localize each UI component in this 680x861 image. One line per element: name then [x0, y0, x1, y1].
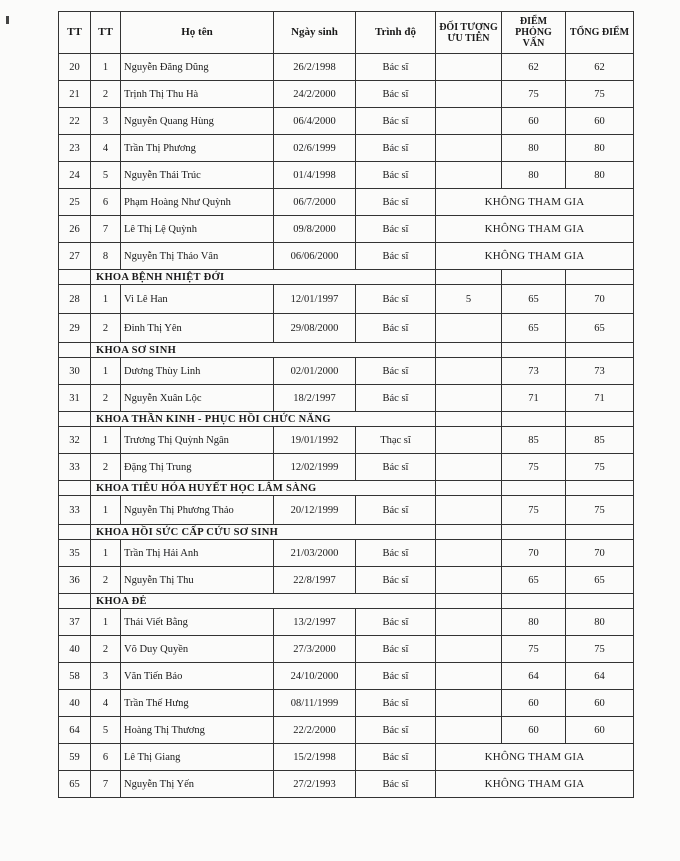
table-row	[59, 314, 634, 343]
table-row	[59, 285, 634, 314]
cell-interview: 62	[502, 54, 566, 81]
cell-interview: 80	[502, 135, 566, 162]
cell-tt2: 5	[91, 717, 121, 744]
table-row	[59, 567, 634, 594]
header-level: Trình độ	[356, 12, 436, 54]
cell-interview: 60	[502, 717, 566, 744]
cell-tt2: 6	[91, 744, 121, 771]
section-title: KHOA HỒI SỨC CẤP CỨU SƠ SINH	[91, 525, 436, 540]
table-row	[59, 717, 634, 744]
table-row	[59, 216, 634, 243]
section-empty	[436, 412, 502, 427]
cell-level: Bác sĩ	[356, 771, 436, 798]
cell-name: Thái Viết Bằng	[121, 609, 274, 636]
section-empty	[502, 412, 566, 427]
cell-total: 75	[566, 81, 634, 108]
section-empty	[566, 343, 634, 358]
section-empty	[436, 525, 502, 540]
cell-level: Bác sĩ	[356, 135, 436, 162]
section-empty	[502, 594, 566, 609]
cell-name: Trần Thế Hưng	[121, 690, 274, 717]
cell-interview: 80	[502, 162, 566, 189]
cell-total: 80	[566, 609, 634, 636]
cell-name: Nguyễn Thị Thu	[121, 567, 274, 594]
section-blank	[59, 594, 91, 609]
section-empty	[566, 594, 634, 609]
cell-level: Bác sĩ	[356, 567, 436, 594]
cell-priority	[436, 108, 502, 135]
table-row	[59, 243, 634, 270]
cell-total: 80	[566, 135, 634, 162]
cell-dob: 24/10/2000	[274, 663, 356, 690]
cell-level: Bác sĩ	[356, 454, 436, 481]
section-blank	[59, 481, 91, 496]
cell-total: 62	[566, 54, 634, 81]
cell-tt: 58	[59, 663, 91, 690]
cell-dob: 12/02/1999	[274, 454, 356, 481]
cell-tt2: 8	[91, 243, 121, 270]
cell-tt2: 4	[91, 690, 121, 717]
header-interview: ĐIỂM PHỎNG VẤN	[502, 12, 566, 54]
cell-interview: 70	[502, 540, 566, 567]
cell-tt2: 1	[91, 609, 121, 636]
section-empty	[566, 525, 634, 540]
cell-tt: 25	[59, 189, 91, 216]
section-empty	[502, 343, 566, 358]
cell-tt2: 3	[91, 663, 121, 690]
header-dob: Ngày sinh	[274, 12, 356, 54]
section-row	[59, 412, 634, 427]
section-title: KHOA SƠ SINH	[91, 343, 436, 358]
section-empty	[436, 270, 502, 285]
cell-tt: 26	[59, 216, 91, 243]
cell-level: Bác sĩ	[356, 108, 436, 135]
section-row	[59, 525, 634, 540]
table-row	[59, 663, 634, 690]
cell-tt2: 1	[91, 285, 121, 314]
table-row	[59, 427, 634, 454]
cell-interview: 75	[502, 81, 566, 108]
cell-dob: 15/2/1998	[274, 744, 356, 771]
table-row	[59, 108, 634, 135]
cell-interview: 71	[502, 385, 566, 412]
cell-tt: 23	[59, 135, 91, 162]
cell-tt: 24	[59, 162, 91, 189]
cell-total: 64	[566, 663, 634, 690]
section-empty	[502, 481, 566, 496]
cell-priority	[436, 540, 502, 567]
cell-dob: 12/01/1997	[274, 285, 356, 314]
cell-interview: 80	[502, 609, 566, 636]
cell-priority	[436, 690, 502, 717]
cell-tt2: 1	[91, 540, 121, 567]
cell-priority: 5	[436, 285, 502, 314]
section-title: KHOA BỆNH NHIỆT ĐỚI	[91, 270, 436, 285]
cell-tt2: 3	[91, 108, 121, 135]
cell-note: KHÔNG THAM GIA	[436, 216, 634, 243]
cell-tt: 59	[59, 744, 91, 771]
cell-total: 65	[566, 567, 634, 594]
cell-level: Bác sĩ	[356, 314, 436, 343]
table-row	[59, 540, 634, 567]
cell-dob: 27/3/2000	[274, 636, 356, 663]
cell-dob: 22/8/1997	[274, 567, 356, 594]
table-row	[59, 135, 634, 162]
cell-priority	[436, 314, 502, 343]
cell-name: Nguyễn Đăng Dũng	[121, 54, 274, 81]
table-row	[59, 496, 634, 525]
cell-dob: 06/4/2000	[274, 108, 356, 135]
cell-name: Nguyễn Thị Phương Thảo	[121, 496, 274, 525]
cell-tt: 64	[59, 717, 91, 744]
cell-tt: 27	[59, 243, 91, 270]
cell-level: Bác sĩ	[356, 496, 436, 525]
cell-name: Đinh Thị Yên	[121, 314, 274, 343]
cell-name: Lê Thị Lệ Quỳnh	[121, 216, 274, 243]
cell-name: Nguyễn Quang Hùng	[121, 108, 274, 135]
cell-dob: 18/2/1997	[274, 385, 356, 412]
section-blank	[59, 412, 91, 427]
section-empty	[566, 412, 634, 427]
cell-name: Hoàng Thị Thương	[121, 717, 274, 744]
cell-note: KHÔNG THAM GIA	[436, 744, 634, 771]
cell-tt2: 2	[91, 454, 121, 481]
candidate-table	[58, 11, 634, 798]
cell-name: Nguyễn Xuân Lộc	[121, 385, 274, 412]
cell-total: 60	[566, 108, 634, 135]
cell-dob: 13/2/1997	[274, 609, 356, 636]
cell-total: 73	[566, 358, 634, 385]
cell-tt2: 4	[91, 135, 121, 162]
table-row	[59, 609, 634, 636]
table-row	[59, 385, 634, 412]
cell-dob: 22/2/2000	[274, 717, 356, 744]
cell-level: Bác sĩ	[356, 216, 436, 243]
cell-dob: 26/2/1998	[274, 54, 356, 81]
cell-tt2: 2	[91, 314, 121, 343]
cell-level: Bác sĩ	[356, 81, 436, 108]
cell-level: Bác sĩ	[356, 54, 436, 81]
cell-total: 75	[566, 636, 634, 663]
cell-tt2: 7	[91, 771, 121, 798]
table-row	[59, 189, 634, 216]
cell-total: 65	[566, 314, 634, 343]
cell-interview: 65	[502, 285, 566, 314]
cell-level: Bác sĩ	[356, 717, 436, 744]
cell-priority	[436, 663, 502, 690]
cell-tt2: 5	[91, 162, 121, 189]
cell-tt2: 1	[91, 358, 121, 385]
cell-level: Bác sĩ	[356, 358, 436, 385]
cell-priority	[436, 358, 502, 385]
cell-level: Bác sĩ	[356, 690, 436, 717]
section-empty	[502, 525, 566, 540]
table-row	[59, 454, 634, 481]
table-body	[59, 54, 634, 798]
cell-level: Thạc sĩ	[356, 427, 436, 454]
cell-total: 60	[566, 690, 634, 717]
cell-priority	[436, 567, 502, 594]
cell-priority	[436, 609, 502, 636]
cell-total: 71	[566, 385, 634, 412]
cell-tt: 40	[59, 690, 91, 717]
section-blank	[59, 343, 91, 358]
cell-total: 70	[566, 540, 634, 567]
cell-name: Đặng Thị Trung	[121, 454, 274, 481]
cell-dob: 06/7/2000	[274, 189, 356, 216]
cell-name: Lê Thị Giang	[121, 744, 274, 771]
cell-dob: 24/2/2000	[274, 81, 356, 108]
cell-level: Bác sĩ	[356, 540, 436, 567]
cell-tt: 36	[59, 567, 91, 594]
section-row	[59, 343, 634, 358]
cell-tt: 33	[59, 496, 91, 525]
cell-priority	[436, 81, 502, 108]
header-tt: TT	[59, 12, 91, 54]
cell-interview: 73	[502, 358, 566, 385]
cell-dob: 02/6/1999	[274, 135, 356, 162]
cell-interview: 65	[502, 314, 566, 343]
scan-mark	[6, 16, 9, 24]
cell-dob: 08/11/1999	[274, 690, 356, 717]
cell-total: 85	[566, 427, 634, 454]
cell-total: 80	[566, 162, 634, 189]
cell-name: Vi Lê Han	[121, 285, 274, 314]
cell-dob: 09/8/2000	[274, 216, 356, 243]
cell-name: Trịnh Thị Thu Hà	[121, 81, 274, 108]
cell-interview: 75	[502, 454, 566, 481]
section-empty	[436, 481, 502, 496]
section-blank	[59, 270, 91, 285]
cell-tt: 32	[59, 427, 91, 454]
cell-tt2: 2	[91, 567, 121, 594]
cell-level: Bác sĩ	[356, 663, 436, 690]
cell-tt2: 2	[91, 81, 121, 108]
cell-level: Bác sĩ	[356, 189, 436, 216]
cell-tt: 40	[59, 636, 91, 663]
cell-interview: 64	[502, 663, 566, 690]
cell-name: Nguyễn Thái Trúc	[121, 162, 274, 189]
cell-total: 70	[566, 285, 634, 314]
cell-total: 75	[566, 454, 634, 481]
header-row	[59, 12, 634, 54]
cell-note: KHÔNG THAM GIA	[436, 189, 634, 216]
table-row	[59, 690, 634, 717]
section-empty	[566, 481, 634, 496]
cell-tt: 65	[59, 771, 91, 798]
header-name: Họ tên	[121, 12, 274, 54]
cell-dob: 01/4/1998	[274, 162, 356, 189]
cell-tt2: 1	[91, 54, 121, 81]
cell-note: KHÔNG THAM GIA	[436, 771, 634, 798]
section-row	[59, 270, 634, 285]
cell-tt2: 1	[91, 427, 121, 454]
table-row	[59, 162, 634, 189]
cell-tt: 29	[59, 314, 91, 343]
cell-tt2: 6	[91, 189, 121, 216]
table-row	[59, 744, 634, 771]
cell-level: Bác sĩ	[356, 385, 436, 412]
cell-tt: 21	[59, 81, 91, 108]
cell-tt2: 7	[91, 216, 121, 243]
cell-name: Trần Thị Hải Anh	[121, 540, 274, 567]
section-row	[59, 594, 634, 609]
cell-dob: 06/06/2000	[274, 243, 356, 270]
cell-dob: 19/01/1992	[274, 427, 356, 454]
cell-priority	[436, 427, 502, 454]
cell-interview: 60	[502, 108, 566, 135]
cell-note: KHÔNG THAM GIA	[436, 243, 634, 270]
header-total: TỔNG ĐIỂM	[566, 12, 634, 54]
header-priority: ĐỐI TƯỢNG ƯU TIÊN	[436, 12, 502, 54]
cell-dob: 20/12/1999	[274, 496, 356, 525]
cell-tt: 31	[59, 385, 91, 412]
cell-tt: 20	[59, 54, 91, 81]
cell-tt: 28	[59, 285, 91, 314]
cell-dob: 29/08/2000	[274, 314, 356, 343]
cell-interview: 60	[502, 690, 566, 717]
cell-interview: 75	[502, 636, 566, 663]
section-empty	[436, 343, 502, 358]
cell-total: 60	[566, 717, 634, 744]
cell-interview: 85	[502, 427, 566, 454]
cell-tt2: 1	[91, 496, 121, 525]
cell-name: Phạm Hoàng Như Quỳnh	[121, 189, 274, 216]
cell-priority	[436, 454, 502, 481]
cell-level: Bác sĩ	[356, 285, 436, 314]
cell-level: Bác sĩ	[356, 609, 436, 636]
cell-name: Trần Thị Phương	[121, 135, 274, 162]
section-empty	[566, 270, 634, 285]
cell-interview: 75	[502, 496, 566, 525]
cell-total: 75	[566, 496, 634, 525]
cell-name: Văn Tiến Bảo	[121, 663, 274, 690]
cell-tt: 22	[59, 108, 91, 135]
cell-dob: 02/01/2000	[274, 358, 356, 385]
section-title: KHOA ĐẺ	[91, 594, 436, 609]
section-empty	[502, 270, 566, 285]
cell-name: Dương Thùy Linh	[121, 358, 274, 385]
cell-interview: 65	[502, 567, 566, 594]
cell-priority	[436, 636, 502, 663]
cell-level: Bác sĩ	[356, 636, 436, 663]
table-row	[59, 358, 634, 385]
cell-dob: 27/2/1993	[274, 771, 356, 798]
cell-priority	[436, 385, 502, 412]
cell-priority	[436, 717, 502, 744]
cell-tt: 30	[59, 358, 91, 385]
section-empty	[436, 594, 502, 609]
section-row	[59, 481, 634, 496]
cell-priority	[436, 54, 502, 81]
cell-priority	[436, 162, 502, 189]
header-tt2: TT	[91, 12, 121, 54]
table-row	[59, 81, 634, 108]
cell-name: Trương Thị Quỳnh Ngân	[121, 427, 274, 454]
section-blank	[59, 525, 91, 540]
cell-level: Bác sĩ	[356, 162, 436, 189]
cell-priority	[436, 496, 502, 525]
cell-tt: 33	[59, 454, 91, 481]
cell-tt: 37	[59, 609, 91, 636]
cell-level: Bác sĩ	[356, 243, 436, 270]
cell-tt2: 2	[91, 636, 121, 663]
cell-name: Nguyễn Thị Yến	[121, 771, 274, 798]
cell-dob: 21/03/2000	[274, 540, 356, 567]
cell-name: Võ Duy Quyền	[121, 636, 274, 663]
table-row	[59, 771, 634, 798]
cell-name: Nguyễn Thị Thảo Vân	[121, 243, 274, 270]
cell-priority	[436, 135, 502, 162]
cell-tt: 35	[59, 540, 91, 567]
cell-level: Bác sĩ	[356, 744, 436, 771]
section-title: KHOA TIÊU HÓA HUYẾT HỌC LÂM SÀNG	[91, 481, 436, 496]
cell-tt2: 2	[91, 385, 121, 412]
section-title: KHOA THẦN KINH - PHỤC HỒI CHỨC NĂNG	[91, 412, 436, 427]
table-row	[59, 636, 634, 663]
table-row	[59, 54, 634, 81]
